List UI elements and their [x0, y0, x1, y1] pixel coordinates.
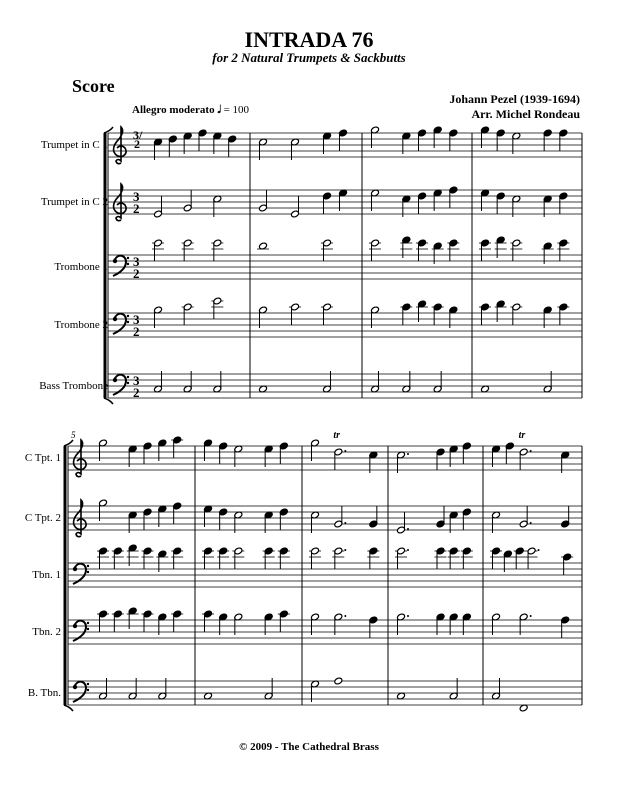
half-note-icon: 𝅗𝅥: [217, 104, 221, 116]
staff: [108, 236, 582, 281]
augmentation-dot: [538, 549, 540, 551]
augmentation-dot: [407, 615, 409, 617]
bracket-top-hook: [64, 440, 73, 446]
augmentation-dot: [344, 615, 346, 617]
augmentation-dot: [344, 549, 346, 551]
bass-clef-dot: [113, 317, 117, 321]
staff: [108, 297, 582, 339]
augmentation-dot: [344, 522, 346, 524]
arranger: Arr. Michel Rondeau: [471, 107, 580, 121]
bracket-bottom-hook: [64, 705, 73, 711]
augmentation-dot: [407, 528, 409, 530]
augmentation-dot: [344, 450, 346, 452]
augmentation-dot: [530, 450, 532, 452]
time-signature-numerator: 3: [133, 254, 140, 269]
augmentation-dot: [407, 549, 409, 551]
staff-label: Tbn. 1: [32, 569, 61, 581]
score-label: Score: [72, 76, 115, 96]
time-signature-denominator: 2: [133, 324, 140, 339]
staff: [68, 499, 582, 537]
bass-clef-dot: [73, 624, 77, 628]
time-signature-denominator: 2: [133, 266, 140, 281]
staff: [68, 607, 582, 644]
bass-clef-dot: [73, 567, 77, 571]
bass-clef-dot: [113, 378, 117, 382]
trill-marking: tr: [518, 430, 526, 441]
bass-clef-dot: [87, 628, 89, 630]
trill-marking: tr: [333, 430, 341, 441]
time-signature-numerator: 3: [133, 373, 140, 388]
bass-clef-dot: [127, 263, 129, 265]
staff-label: Bass Trombone: [39, 380, 108, 392]
tempo-value: = 100: [223, 104, 250, 116]
augmentation-dot: [530, 522, 532, 524]
augmentation-dot: [530, 615, 532, 617]
time-signature: 3/2: [133, 128, 143, 151]
time-signature-denominator: 2: [133, 201, 140, 216]
time-signature-denominator: 2: [133, 385, 140, 400]
bracket-bottom-hook: [104, 398, 113, 404]
piece-subtitle: for 2 Natural Trumpets & Sackbutts: [212, 50, 406, 65]
composer: Johann Pezel (1939-1694): [449, 92, 580, 106]
bass-clef-dot: [73, 685, 77, 689]
system-2: [64, 430, 582, 712]
staff-label: Trombone 2: [54, 319, 108, 331]
piece-title: INTRADA 76: [244, 27, 374, 52]
time-signature-numerator: 3: [133, 312, 140, 327]
staff-label: C Tpt. 1: [24, 452, 61, 464]
bass-clef-dot: [127, 257, 129, 259]
time-signature-numerator: 3: [133, 189, 140, 204]
staff-label: Trumpet in C 1: [40, 139, 108, 151]
bass-clef-dot: [127, 382, 129, 384]
bracket-top-hook: [104, 127, 113, 133]
staff: [108, 126, 582, 164]
staff: [68, 430, 582, 477]
bass-clef-dot: [127, 321, 129, 323]
staff-label: Tbn. 2: [32, 626, 61, 638]
measure-number: 5: [71, 430, 76, 440]
augmentation-dot: [407, 453, 409, 455]
bass-clef-dot: [87, 565, 89, 567]
bass-clef-dot: [87, 622, 89, 624]
bass-clef-dot: [127, 315, 129, 317]
staff-label: B. Tbn.: [27, 687, 61, 699]
staff: [68, 544, 582, 587]
bass-clef-dot: [87, 683, 89, 685]
bass-clef-dot: [113, 259, 117, 263]
bass-clef-dot: [87, 571, 89, 573]
staff: [108, 371, 582, 400]
staff: [68, 677, 582, 712]
staff-label: Trombone 1: [54, 261, 108, 273]
system-1: [104, 126, 582, 404]
bass-clef-dot: [127, 376, 129, 378]
copyright-footer: © 2009 - The Cathedral Brass: [239, 741, 379, 753]
staff-label: C Tpt. 2: [24, 512, 61, 524]
staff: [108, 184, 582, 221]
tempo-text: Allegro moderato: [132, 104, 215, 116]
bass-clef-dot: [87, 689, 89, 691]
note-head: [334, 677, 343, 685]
staff-label: Trumpet in C 2: [40, 196, 108, 208]
